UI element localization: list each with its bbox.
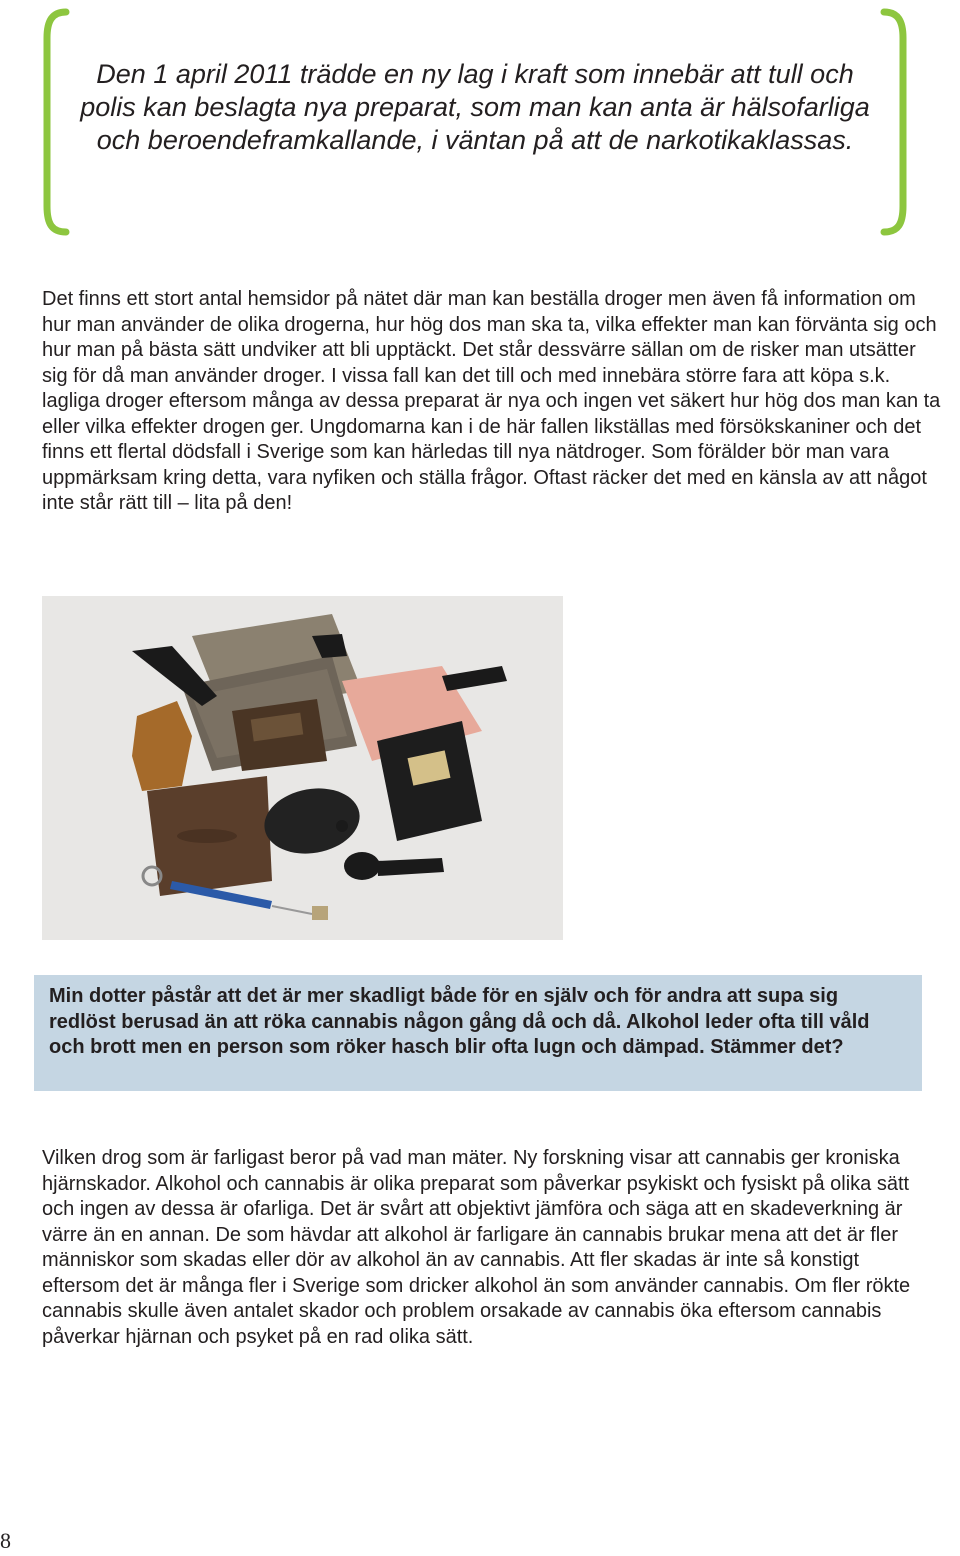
answer-paragraph: Vilken drog som är farligast beror på vad man mäter. Ny forskning visar att cannabis ger kroniska hjärnskador. Alkohol och cannabis är olika preparat som påverkar psykiskt och fysiskt på olika sätt och ingen av dessa är ofarliga. Det är svårt att objektivt jämföra och säga att en skadeverkning är värre än en annan. De som hävdar att alkohol är farligare än cannabis brukar mena att det är fler människor som skadas eller dör av alkohol än av cannabis. Att fler skadas är inte så konstigt eftersom det är många fler i Sverige som dricker alkohol än som använder cannabis. Om fler rökte cannabis skulle även antalet skador och problem orsakade av cannabis öka eftersom cannabis påverkar hjärnan och psyket på en rad olika sätt.	[42, 1147, 911, 1348]
quote-box	[42, 6, 908, 238]
question-box	[34, 975, 922, 1091]
left-bracket	[47, 12, 66, 232]
drug-samples-photo	[42, 596, 563, 940]
right-bracket	[884, 12, 903, 232]
intro-paragraph: Det finns ett stort antal hemsidor på nätet där man kan beställa droger men även få information om hur man använder de olika drogerna, hur hög dos man ska ta, vilka effekter man kan förvänta sig och hur man på bästa sätt undviker att bli upptäckt. Det står dessvärre sällan om de risker man utsätter sig för då man använder droger. I vissa fall kan det till och med innebära större fara att köpa s.k. lagliga droger eftersom många av dessa preparat är nya och ingen vet säkert hur hög dos man kan ta eller vilka effekter drogen ger. Ungdomarna kan i de här fallen likställas med försökskaniner och det finns ett flertal dödsfall i Sverige som kan härledas till nya nätdroger. Som förälder bör man vara uppmärksam kring detta, vara nyfiken och ställa frågor. Oftast räcker det med en känsla av att något inte står rätt till – lita på den!	[42, 288, 941, 514]
quote-text: Den 1 april 2011 trädde en ny lag i kraft som innebär att tull och polis kan beslagta nya preparat, som man kan anta är hälsofarliga och beroendeframkallande, i väntan på att de narkotikaklassas.	[80, 59, 870, 155]
page-number: 8	[0, 1528, 11, 1553]
question-text: Min dotter påstår att det är mer skadligt både för en själv och för andra att supa sig redlöst berusad än att röka cannabis någon gång då och då. Alkohol leder ofta till våld och brott men en person som röker hasch blir ofta lugn och dämpad. Stämmer det?	[49, 985, 870, 1059]
